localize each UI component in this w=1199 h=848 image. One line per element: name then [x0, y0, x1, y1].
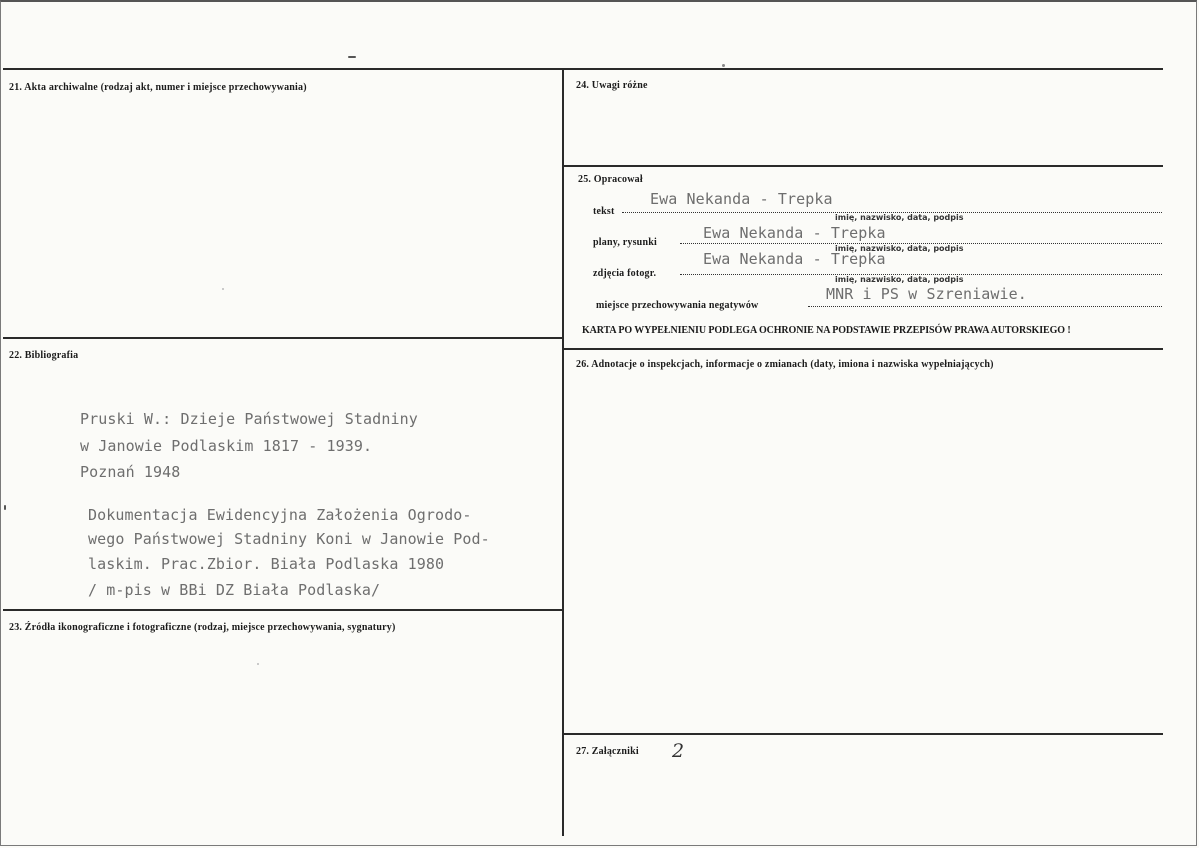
rule-25-26 — [564, 348, 1163, 350]
negatives-location-line — [808, 306, 1162, 307]
top-rule — [3, 68, 1163, 70]
rule-26-27 — [564, 733, 1163, 735]
section-26-label: 26. Adnotacje o inspekcjach, informacje o zmianach (daty, imiona i nazwiska wypełniających) — [576, 359, 994, 370]
section-23-label: 23. Źródła ikonograficzne i fotograficzne (rodzaj, miejsce przechowywania, sygnatury) — [9, 622, 396, 633]
photos-author-caption: imię, nazwisko, data, podpis — [835, 275, 964, 284]
center-divider — [562, 68, 564, 836]
photos-author-label: zdjęcia fotogr. — [593, 268, 657, 279]
photos-author-value: Ewa Nekanda - Trepka — [703, 250, 886, 268]
copyright-notice: KARTA PO WYPEŁNIENIU PODLEGA OCHRONIE NA PODSTAWIE PRZEPISÓW PRAWA AUTORSKIEGO ! — [582, 325, 1071, 336]
bibliography-line: w Janowie Podlaskim 1817 - 1939. — [80, 437, 373, 455]
section-25-label: 25. Opracował — [578, 174, 643, 185]
rule-21-22 — [3, 337, 562, 339]
section-21-label: 21. Akta archiwalne (rodzaj akt, numer i miejsce przechowywania) — [9, 82, 307, 93]
rule-24-25 — [564, 165, 1163, 167]
paper-speck — [4, 505, 6, 510]
bibliography-line: Dokumentacja Ewidencyjna Założenia Ogrodo- — [88, 506, 472, 524]
paper-speck — [722, 64, 725, 67]
bibliography-line: / m-pis w BBi DZ Biała Podlaska/ — [88, 581, 381, 599]
paper-speck — [257, 663, 259, 665]
paper-speck — [348, 56, 356, 58]
drawings-author-value: Ewa Nekanda - Trepka — [703, 224, 886, 242]
text-author-caption: imię, nazwisko, data, podpis — [835, 213, 964, 222]
rule-22-23 — [3, 609, 562, 611]
attachments-count: 2 — [672, 740, 685, 762]
paper-speck — [222, 288, 224, 290]
text-author-label: tekst — [593, 206, 615, 217]
text-author-value: Ewa Nekanda - Trepka — [650, 190, 833, 208]
negatives-location-label: miejsce przechowywania negatywów — [596, 300, 759, 311]
bibliography-line: wego Państwowej Stadniny Koni w Janowie Pod- — [88, 530, 490, 548]
bibliography-line: laskim. Prac.Zbior. Biała Podlaska 1980 — [88, 555, 445, 573]
section-24-label: 24. Uwagi różne — [576, 80, 648, 91]
drawings-author-caption: imię, nazwisko, data, podpis — [835, 244, 964, 253]
section-22-label: 22. Bibliografia — [9, 350, 79, 361]
bibliography-line: Pruski W.: Dzieje Państwowej Stadniny — [80, 410, 418, 428]
section-27-label: 27. Załączniki — [576, 746, 639, 757]
negatives-location-value: MNR i PS w Szreniawie. — [826, 285, 1027, 303]
bibliography-line: Poznań 1948 — [80, 463, 181, 481]
drawings-author-label: plany, rysunki — [593, 237, 657, 248]
